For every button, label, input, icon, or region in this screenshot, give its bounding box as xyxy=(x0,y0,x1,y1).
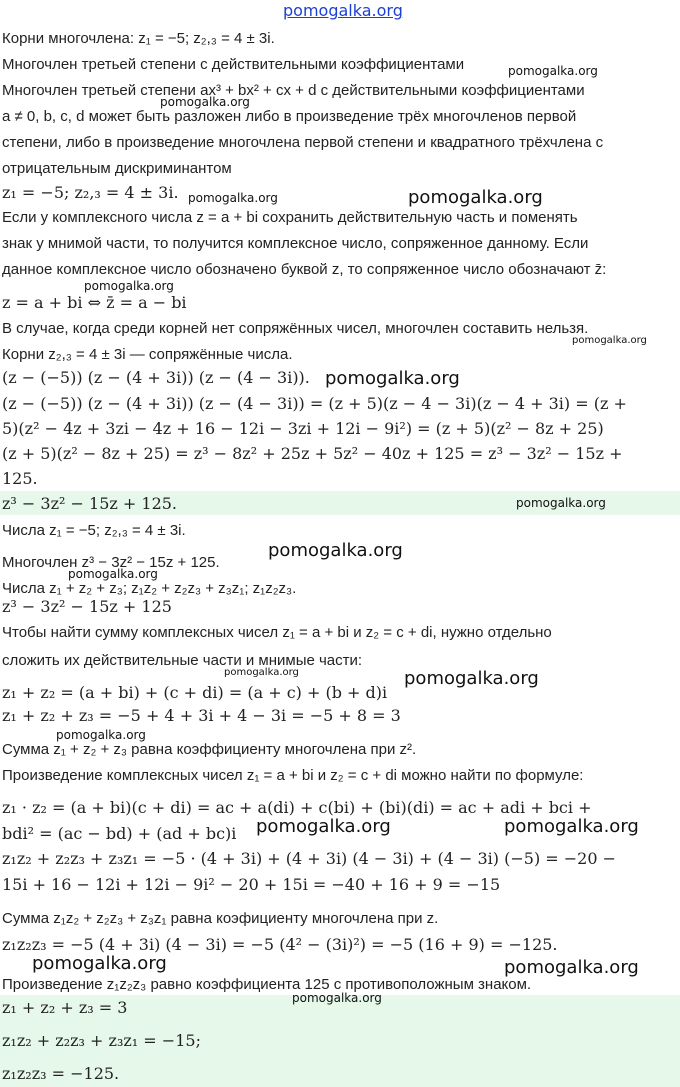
text-line: Сумма z₁z₂ + z₂z₃ + z₃z₁ равна коэфициенту многочлена при z. xyxy=(2,910,439,927)
text-line: Корни многочлена: z₁ = −5; z₂,₃ = 4 ± 3i. xyxy=(2,30,275,47)
watermark: pomogalka.org xyxy=(516,496,606,510)
watermark-link[interactable]: pomogalka.org xyxy=(283,1,403,20)
text-line: Корни z₂,₃ = 4 ± 3i — сопряжённые числа. xyxy=(2,346,293,363)
watermark: pomogalka.org xyxy=(504,816,639,837)
watermark: pomogalka.org xyxy=(404,668,539,689)
watermark: pomogalka.org xyxy=(572,335,647,346)
watermark: pomogalka.org xyxy=(32,953,167,974)
text-line: отрицательным дискриминантом xyxy=(2,160,232,177)
math-line: (z + 5)(z² − 8z + 25) = z³ − 8z² + 25z + 5z² − 40z + 125 = z³ − 3z² − 15z + xyxy=(2,444,623,463)
math-line: bdi² = (ac − bd) + (ad + bc)i xyxy=(2,824,237,843)
text-line: данное комплексное число обозначено буквой z, то сопряженное число обозначают z̄: xyxy=(2,261,607,278)
watermark: pomogalka.org xyxy=(56,728,146,742)
text-line: В случае, когда среди корней нет сопряжённых чисел, многочлен составить нельзя. xyxy=(2,320,589,337)
text-line: степени, либо в произведение многочлена первой степени и квадратного трёхчлена с xyxy=(2,134,604,151)
answer-pair-sum: z₁z₂ + z₂z₃ + z₃z₁ = −15; xyxy=(2,1031,201,1050)
watermark: pomogalka.org xyxy=(325,368,460,389)
text-line: Произведение z₁z₂z₃ равно коэффициента 125 с противоположным знаком. xyxy=(2,976,532,993)
math-line: z₁z₂ + z₂z₃ + z₃z₁ = −5 · (4 + 3i) + (4 + 3i) (4 − 3i) + (4 − 3i) (−5) = −20 − xyxy=(2,849,617,868)
math-line: z₁ + z₂ = (a + bi) + (c + di) = (a + c) + (b + d)i xyxy=(2,683,388,702)
math-line: (z − (−5)) (z − (4 + 3i)) (z − (4 − 3i)) = (z + 5)(z − 4 − 3i)(z − 4 + 3i) = (z + xyxy=(2,394,627,413)
math-line: 5)(z² − 4z + 3zi − 4z + 16 − 12i − 3zi + 12i − 9i²) = (z + 5)(z² − 8z + 25) xyxy=(2,419,604,438)
answer-polynomial: z³ − 3z² − 15z + 125. xyxy=(2,494,178,513)
math-line: z₁z₂z₃ = −5 (4 + 3i) (4 − 3i) = −5 (4² − (3i)²) = −5 (16 + 9) = −125. xyxy=(2,935,558,954)
watermark: pomogalka.org xyxy=(408,187,543,208)
watermark: pomogalka.org xyxy=(224,667,299,678)
text-line: Чтобы найти сумму комплексных чисел z₁ = a + bi и z₂ = c + di, нужно отдельно xyxy=(2,624,552,641)
watermark: pomogalka.org xyxy=(508,64,598,78)
answer-sum: z₁ + z₂ + z₃ = 3 xyxy=(2,998,128,1017)
watermark: pomogalka.org xyxy=(268,540,403,561)
watermark: pomogalka.org xyxy=(160,95,250,109)
text-line: Произведение комплексных чисел z₁ = a + bi и z₂ = c + di можно найти по формуле: xyxy=(2,767,584,784)
watermark: pomogalka.org xyxy=(68,567,158,581)
math-line: 125. xyxy=(2,469,38,488)
watermark: pomogalka.org xyxy=(188,191,278,205)
math-line: z₁ + z₂ + z₃ = −5 + 4 + 3i + 4 − 3i = −5 + 8 = 3 xyxy=(2,706,401,725)
text-line: сложить их действительные части и мнимые части: xyxy=(2,652,363,669)
watermark: pomogalka.org xyxy=(504,957,639,978)
text-line: Числа z₁ = −5; z₂,₃ = 4 ± 3i. xyxy=(2,522,186,539)
math-line: z³ − 3z² − 15z + 125 xyxy=(2,597,172,616)
text-line: Если у комплексного числа z = a + bi сохранить действительную часть и поменять xyxy=(2,209,578,226)
math-line: z₁ = −5; z₂,₃ = 4 ± 3i. xyxy=(2,183,179,202)
math-line: z₁ · z₂ = (a + bi)(c + di) = ac + a(di) + c(bi) + (bi)(di) = ac + adi + bci + xyxy=(2,798,592,817)
answer-product: z₁z₂z₃ = −125. xyxy=(2,1064,120,1083)
watermark: pomogalka.org xyxy=(256,816,391,837)
text-line: Многочлен третьей степени ax³ + bx² + cx + d с действительными коэффициентами xyxy=(2,82,585,99)
math-line: (z − (−5)) (z − (4 + 3i)) (z − (4 − 3i)). xyxy=(2,368,310,387)
math-line: z = a + bi ⇔ z̄ = a − bi xyxy=(2,293,187,312)
text-line: Сумма z₁ + z₂ + z₃ равна коэффициенту многочлена при z². xyxy=(2,741,417,758)
text-line: Многочлен z³ − 3z² − 15z + 125. xyxy=(2,554,220,571)
text-line: Числа z₁ + z₂ + z₃; z₁z₂ + z₂z₃ + z₃z₁; z₁z₂z₃. xyxy=(2,580,297,597)
text-line: a ≠ 0, b, c, d может быть разложен либо в произведение трёх многочленов первой xyxy=(2,108,577,125)
text-line: знак у мнимой части, то получится комплексное число, сопряженное данному. Если xyxy=(2,235,589,252)
math-line: 15i + 16 − 12i + 12i − 9i² − 20 + 15i = −40 + 16 + 9 = −15 xyxy=(2,875,501,894)
watermark: pomogalka.org xyxy=(292,991,382,1005)
text-line: Многочлен третьей степени с действительными коэффициентами xyxy=(2,56,465,73)
watermark: pomogalka.org xyxy=(84,279,174,293)
